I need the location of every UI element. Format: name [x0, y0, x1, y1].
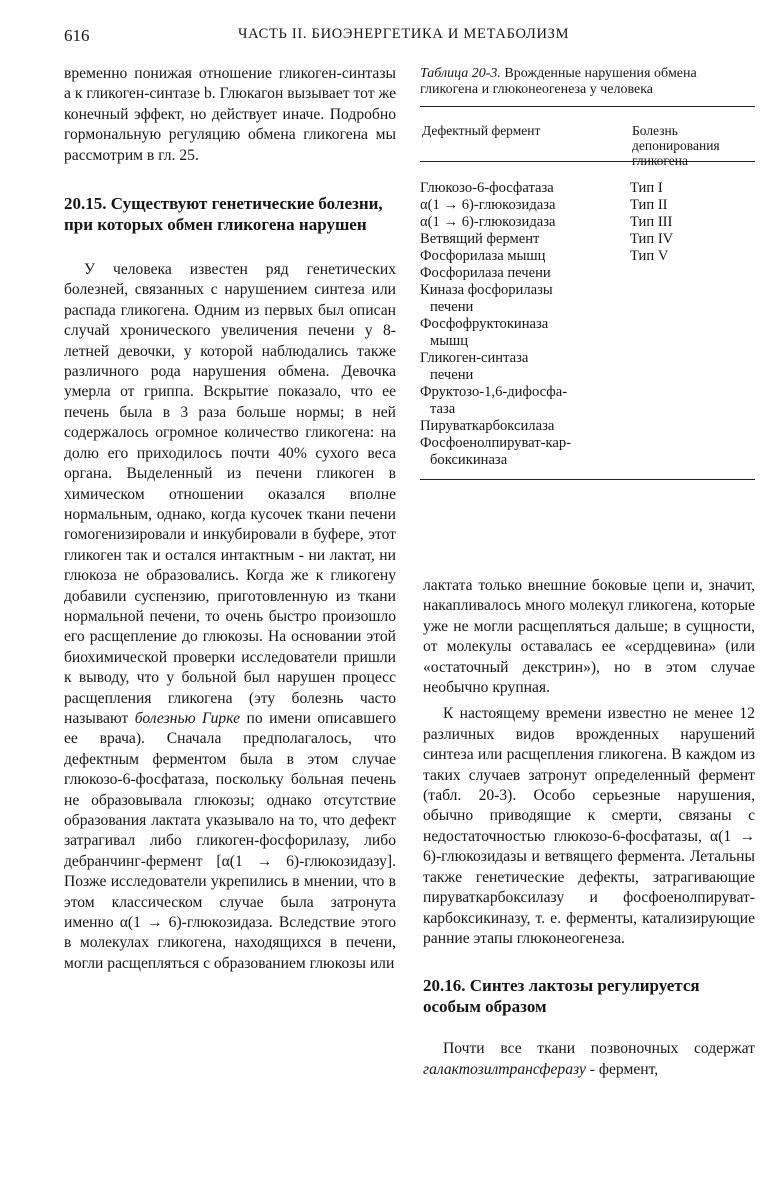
- running-title: ЧАСТЬ II. БИОЭНЕРГЕТИКА И МЕТАБОЛИЗМ: [238, 26, 570, 42]
- table-row: [420, 282, 755, 316]
- para3-start: Почти все ткани позвоночных содержат: [443, 1040, 755, 1058]
- disease-type: [630, 316, 755, 350]
- table-row: [420, 265, 755, 282]
- table-row: [420, 214, 755, 231]
- enzyme-name-cont: мышц: [430, 333, 469, 349]
- table-row: [420, 316, 755, 350]
- enzyme-name: Фосфорилаза мышц: [420, 248, 546, 264]
- disease-type: [630, 435, 755, 469]
- disease-type: Тип IV: [630, 231, 674, 247]
- section-heading-20-15: 20.15. Существуют генетические болезни, при которых обмен гликогена нарушен: [64, 194, 383, 235]
- disease-type: Тип V: [630, 248, 669, 264]
- enzyme-name: Киназа фосфорилазы: [420, 282, 553, 298]
- enzyme-name: Ветвящий фермент: [420, 231, 540, 247]
- table-row: [420, 197, 755, 214]
- enzyme-name: α(1 → 6)-глюкозидаза: [420, 214, 556, 230]
- page-number: 616: [64, 26, 90, 45]
- body-text-part2: по имени описавшего ее врача). Сначала предполагалось, что дефектным ферментом была в этом случае глюкозо-6-фосфатаза, поскольку больная печень не образовывала глюкозы; однако отсутствие образования лактата указывало на то, что дефект затрагивал либо гликоген-фосфорилазу, либо дебранчинг-фермент [α(1 → 6)-глюкозидазу]. Позже исследователи укрепились в мнении, что в этом классическом случае была затронута именно α(1 → 6)-глюкозидаза. Вследствие этого в молекулах гликогена, находящихся в печени, могли расщепляться с образованием глюкозы или: [64, 709, 396, 972]
- body-paragraph: [64, 260, 396, 974]
- table-row: [420, 435, 755, 469]
- table-col1-header: Дефектный фермент: [422, 123, 541, 138]
- disease-type: [630, 418, 755, 435]
- enzyme-name: α(1 → 6)-глюкозидаза: [420, 197, 556, 213]
- disease-type: [630, 282, 755, 316]
- left-column: [64, 64, 396, 974]
- disease-type: Тип III: [630, 214, 673, 230]
- table-header: [420, 107, 755, 168]
- right-paragraph-3: [423, 1039, 755, 1080]
- right-paragraph-2: К настоящему времени известно не менее 12 различных видов врожденных нарушений синтеза или расщепления гликогена. В каждом из таких случаев затронут определенный фермент (табл. 20-3). Особо серьезные нарушения, обычно приводящие к смерти, связаны с недостаточностью глюкозо-6-фосфатазы, α(1 → 6)-глюкозидазы и ветвящего фермента. Летальны также генетические дефекты, затрагивающие пируваткарбоксилазу и фосфоенолпируват-карбоксикиназу, т. е. ферменты, катализирующие ранние этапы глюконеогенеза.: [423, 705, 755, 947]
- enzyme-name: Пируваткарбоксилаза: [420, 418, 555, 434]
- enzyme-name-cont: боксикиназа: [430, 452, 508, 468]
- enzyme-name-cont: таза: [430, 401, 456, 417]
- disease-type: Тип I: [630, 180, 663, 196]
- disease-type: [630, 265, 755, 282]
- table-row: [420, 231, 755, 248]
- disease-type: [630, 350, 755, 384]
- table-caption-label: Таблица 20-3.: [420, 66, 501, 81]
- table-row: [420, 384, 755, 418]
- running-header: [0, 24, 779, 48]
- table-caption: [420, 66, 755, 98]
- right-paragraph-1: лактата только внешние боковые цепи и, значит, накапливалось много молекул гликогена, которые уже не могли расщепляться дальше; в сущности, от молекулы оставалась ее «сердцевина» (или «остаточный декстрин»), но в этом случае необычно крупная.: [423, 577, 755, 697]
- section-heading-20-16: 20.16. Синтез лактозы регулируется особым образом: [423, 976, 700, 1017]
- enzyme-name: Фруктозо-1,6-дифосфа-: [420, 384, 568, 400]
- enzyme-name-cont: печени: [430, 299, 474, 315]
- table-20-3: [420, 66, 755, 480]
- body-text-part1: У человека известен ряд генетических болезней, связанных с нарушением синтеза или распада гликогена. Одним из первых был описан случай хронического увеличения печени у 8-летней девочки, у которой наблюдались также различного рода нарушения обмена. Девочка умерла от гриппа. Вскрытие показало, что ее печень была в 3 раза больше нормы; в ней содержалось огромное количество гликогена: на долю его приходилось почти 40% сухого веса органа. Выделенный из печени гликоген в химическом отношении оказался вполне нормальным, однако, когда кусочек ткани печени гомогенизировали и инкубировали в буфере, этот гликоген так и остался интактным - ни лактат, ни глюкоза не образовались. Когда же к гликогену добавили суспензию, приготовленную из ткани нормальной печени, то очень быстро произошло его расщепление до глюкозы. На основании этой биохимической проверки исследователи пришли к выводу, что у больной был нарушен процесс расщепления гликогена (эту болезнь часто называют: [64, 261, 396, 727]
- enzyme-name: Глюкозо-6-фосфатаза: [420, 180, 554, 196]
- para3-end: - фермент,: [585, 1060, 659, 1078]
- disease-type: [630, 384, 755, 418]
- disease-type: Тип II: [630, 197, 668, 213]
- enzyme-name: Гликоген-синтаза: [420, 350, 529, 366]
- para3-italic-term: галактозилтрансферазу: [423, 1060, 586, 1078]
- enzyme-name: Фосфорилаза печени: [420, 265, 551, 281]
- table-body: [420, 162, 755, 479]
- table-row: [420, 248, 755, 265]
- table-caption-text: Врожденные нарушения обмена гликогена и глюконеогенеза у человека: [420, 66, 697, 97]
- enzyme-name: Фосфофруктокиназа: [420, 316, 549, 332]
- intro-paragraph: временно понижая отношение гликоген-синтазы a к гликоген-синтазе b. Глюкагон вызывает тот же конечный эффект, но действует иначе. Подробно гормональную регуляцию обмена гликогена мы рассмотрим в гл. 25.: [64, 65, 396, 164]
- table-row: [420, 350, 755, 384]
- table-row: [420, 180, 755, 197]
- table-col2-header: Болезнь депонирования гликогена: [632, 123, 720, 168]
- right-column: [423, 576, 755, 1080]
- italic-term: болезнью Гирке: [134, 709, 241, 727]
- enzyme-name: Фосфоенолпируват-кар-: [420, 435, 572, 451]
- table-row: [420, 418, 755, 435]
- table-bottom-rule: [420, 479, 755, 480]
- enzyme-name-cont: печени: [430, 367, 474, 383]
